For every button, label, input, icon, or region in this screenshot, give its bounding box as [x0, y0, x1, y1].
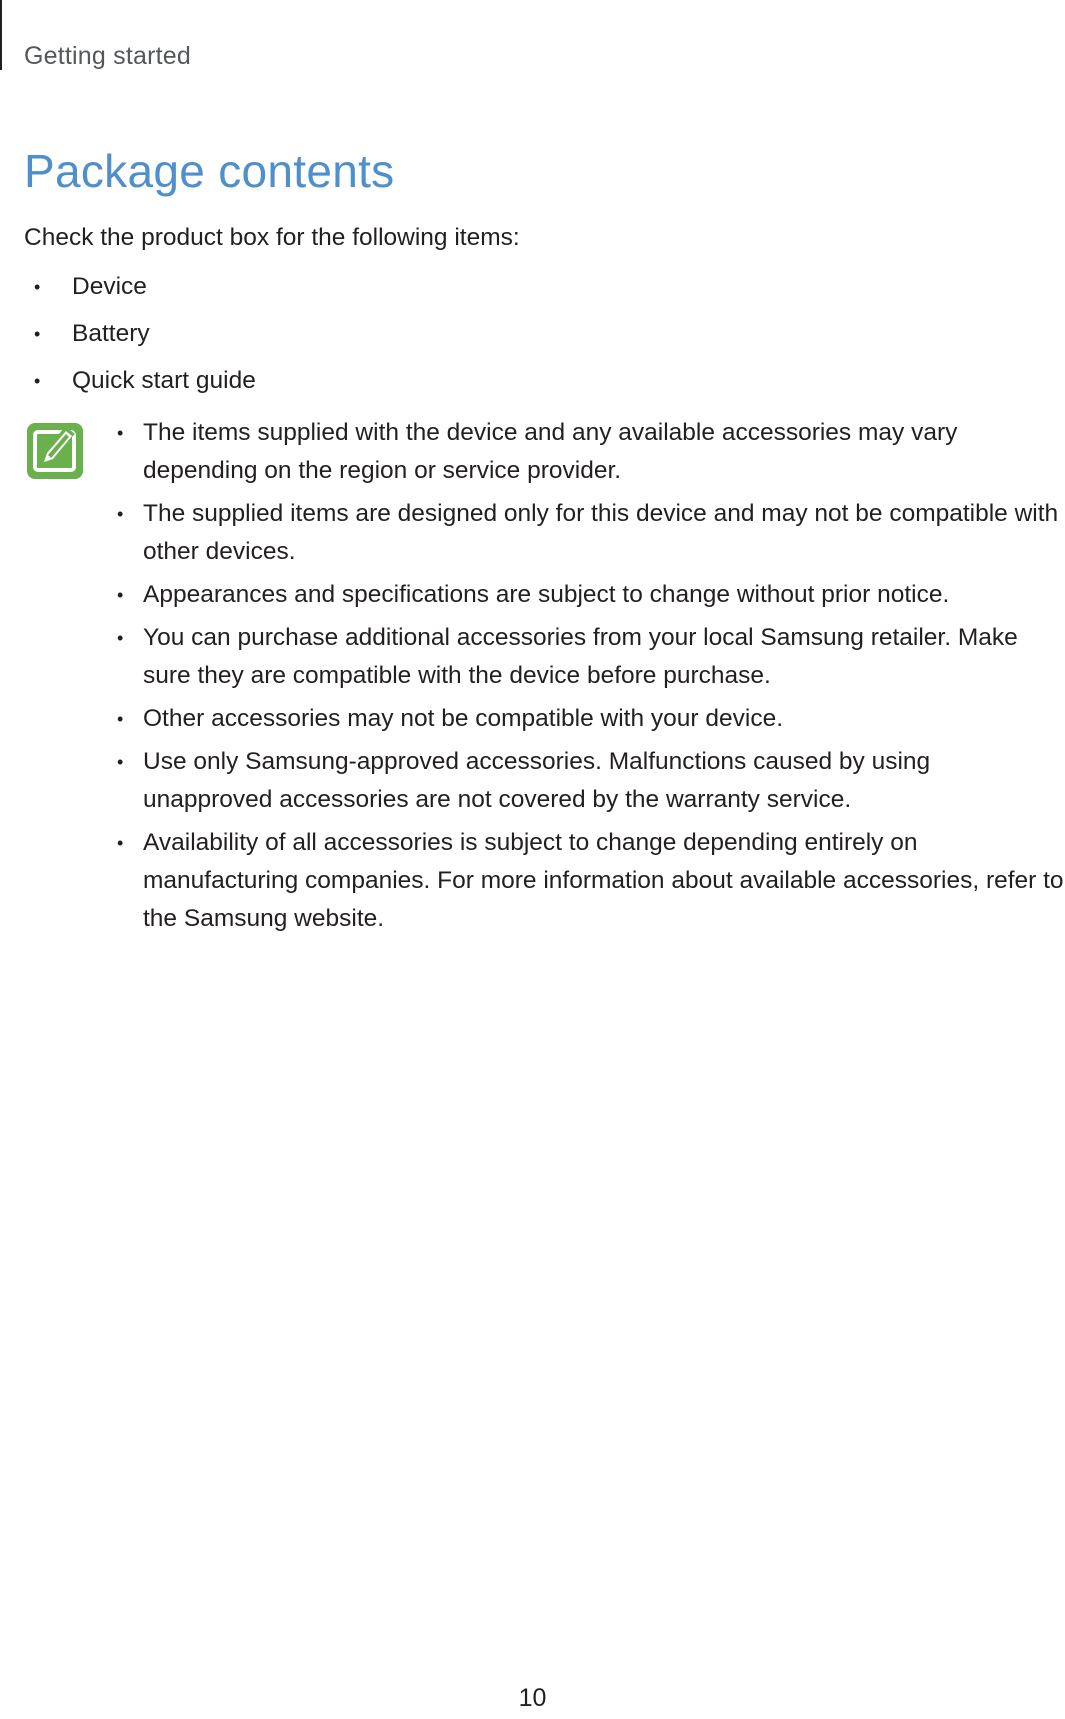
- note-text: The items supplied with the device and any available accessories may vary depending on the region or service provider.: [143, 419, 958, 484]
- intro-text: Check the product box for the following items:: [24, 224, 520, 251]
- package-items-list: [24, 272, 256, 413]
- note-text: Availability of all accessories is subject to change depending entirely on manufacturing companies. For more information about available accessories, refer to the Samsung website.: [143, 829, 1064, 932]
- bullet: •: [117, 833, 124, 853]
- list-item-label: Battery: [72, 320, 150, 347]
- bullet: •: [117, 628, 124, 648]
- list-item-label: Quick start guide: [72, 367, 256, 394]
- note-text: Appearances and specifications are subject to change without prior notice.: [143, 581, 950, 608]
- page-title: Package contents: [24, 145, 395, 197]
- note-item: [116, 824, 1065, 938]
- list-item: [24, 319, 256, 366]
- bullet: •: [117, 504, 124, 524]
- note-item: [116, 743, 1065, 819]
- bullet: •: [117, 709, 124, 729]
- note-item: [116, 495, 1065, 571]
- bullet: •: [117, 423, 124, 443]
- list-item-label: Device: [72, 273, 147, 300]
- page-number: 10: [518, 1684, 547, 1712]
- bullet: •: [117, 752, 124, 772]
- note-item: [116, 576, 1065, 614]
- list-item: [24, 272, 256, 319]
- note-pencil-icon: [26, 422, 84, 480]
- note-text: You can purchase additional accessories from your local Samsung retailer. Make sure they are compatible with the device before purchase.: [143, 624, 1018, 689]
- bullet: •: [34, 324, 41, 344]
- note-text: Other accessories may not be compatible with your device.: [143, 705, 784, 732]
- bullet: •: [34, 277, 41, 297]
- note-text: The supplied items are designed only for this device and may not be compatible with other devices.: [143, 500, 1059, 565]
- note-item: [116, 414, 1065, 490]
- notes-list: [116, 414, 1065, 943]
- section-header: Getting started: [24, 42, 191, 70]
- page-edge-rule: [0, 0, 2, 70]
- list-item: [24, 366, 256, 413]
- note-text: Use only Samsung-approved accessories. Malfunctions caused by using unapproved accessories are not covered by the warranty service.: [143, 748, 931, 813]
- bullet: •: [117, 585, 124, 605]
- bullet: •: [34, 371, 41, 391]
- note-item: [116, 619, 1065, 695]
- note-item: [116, 700, 1065, 738]
